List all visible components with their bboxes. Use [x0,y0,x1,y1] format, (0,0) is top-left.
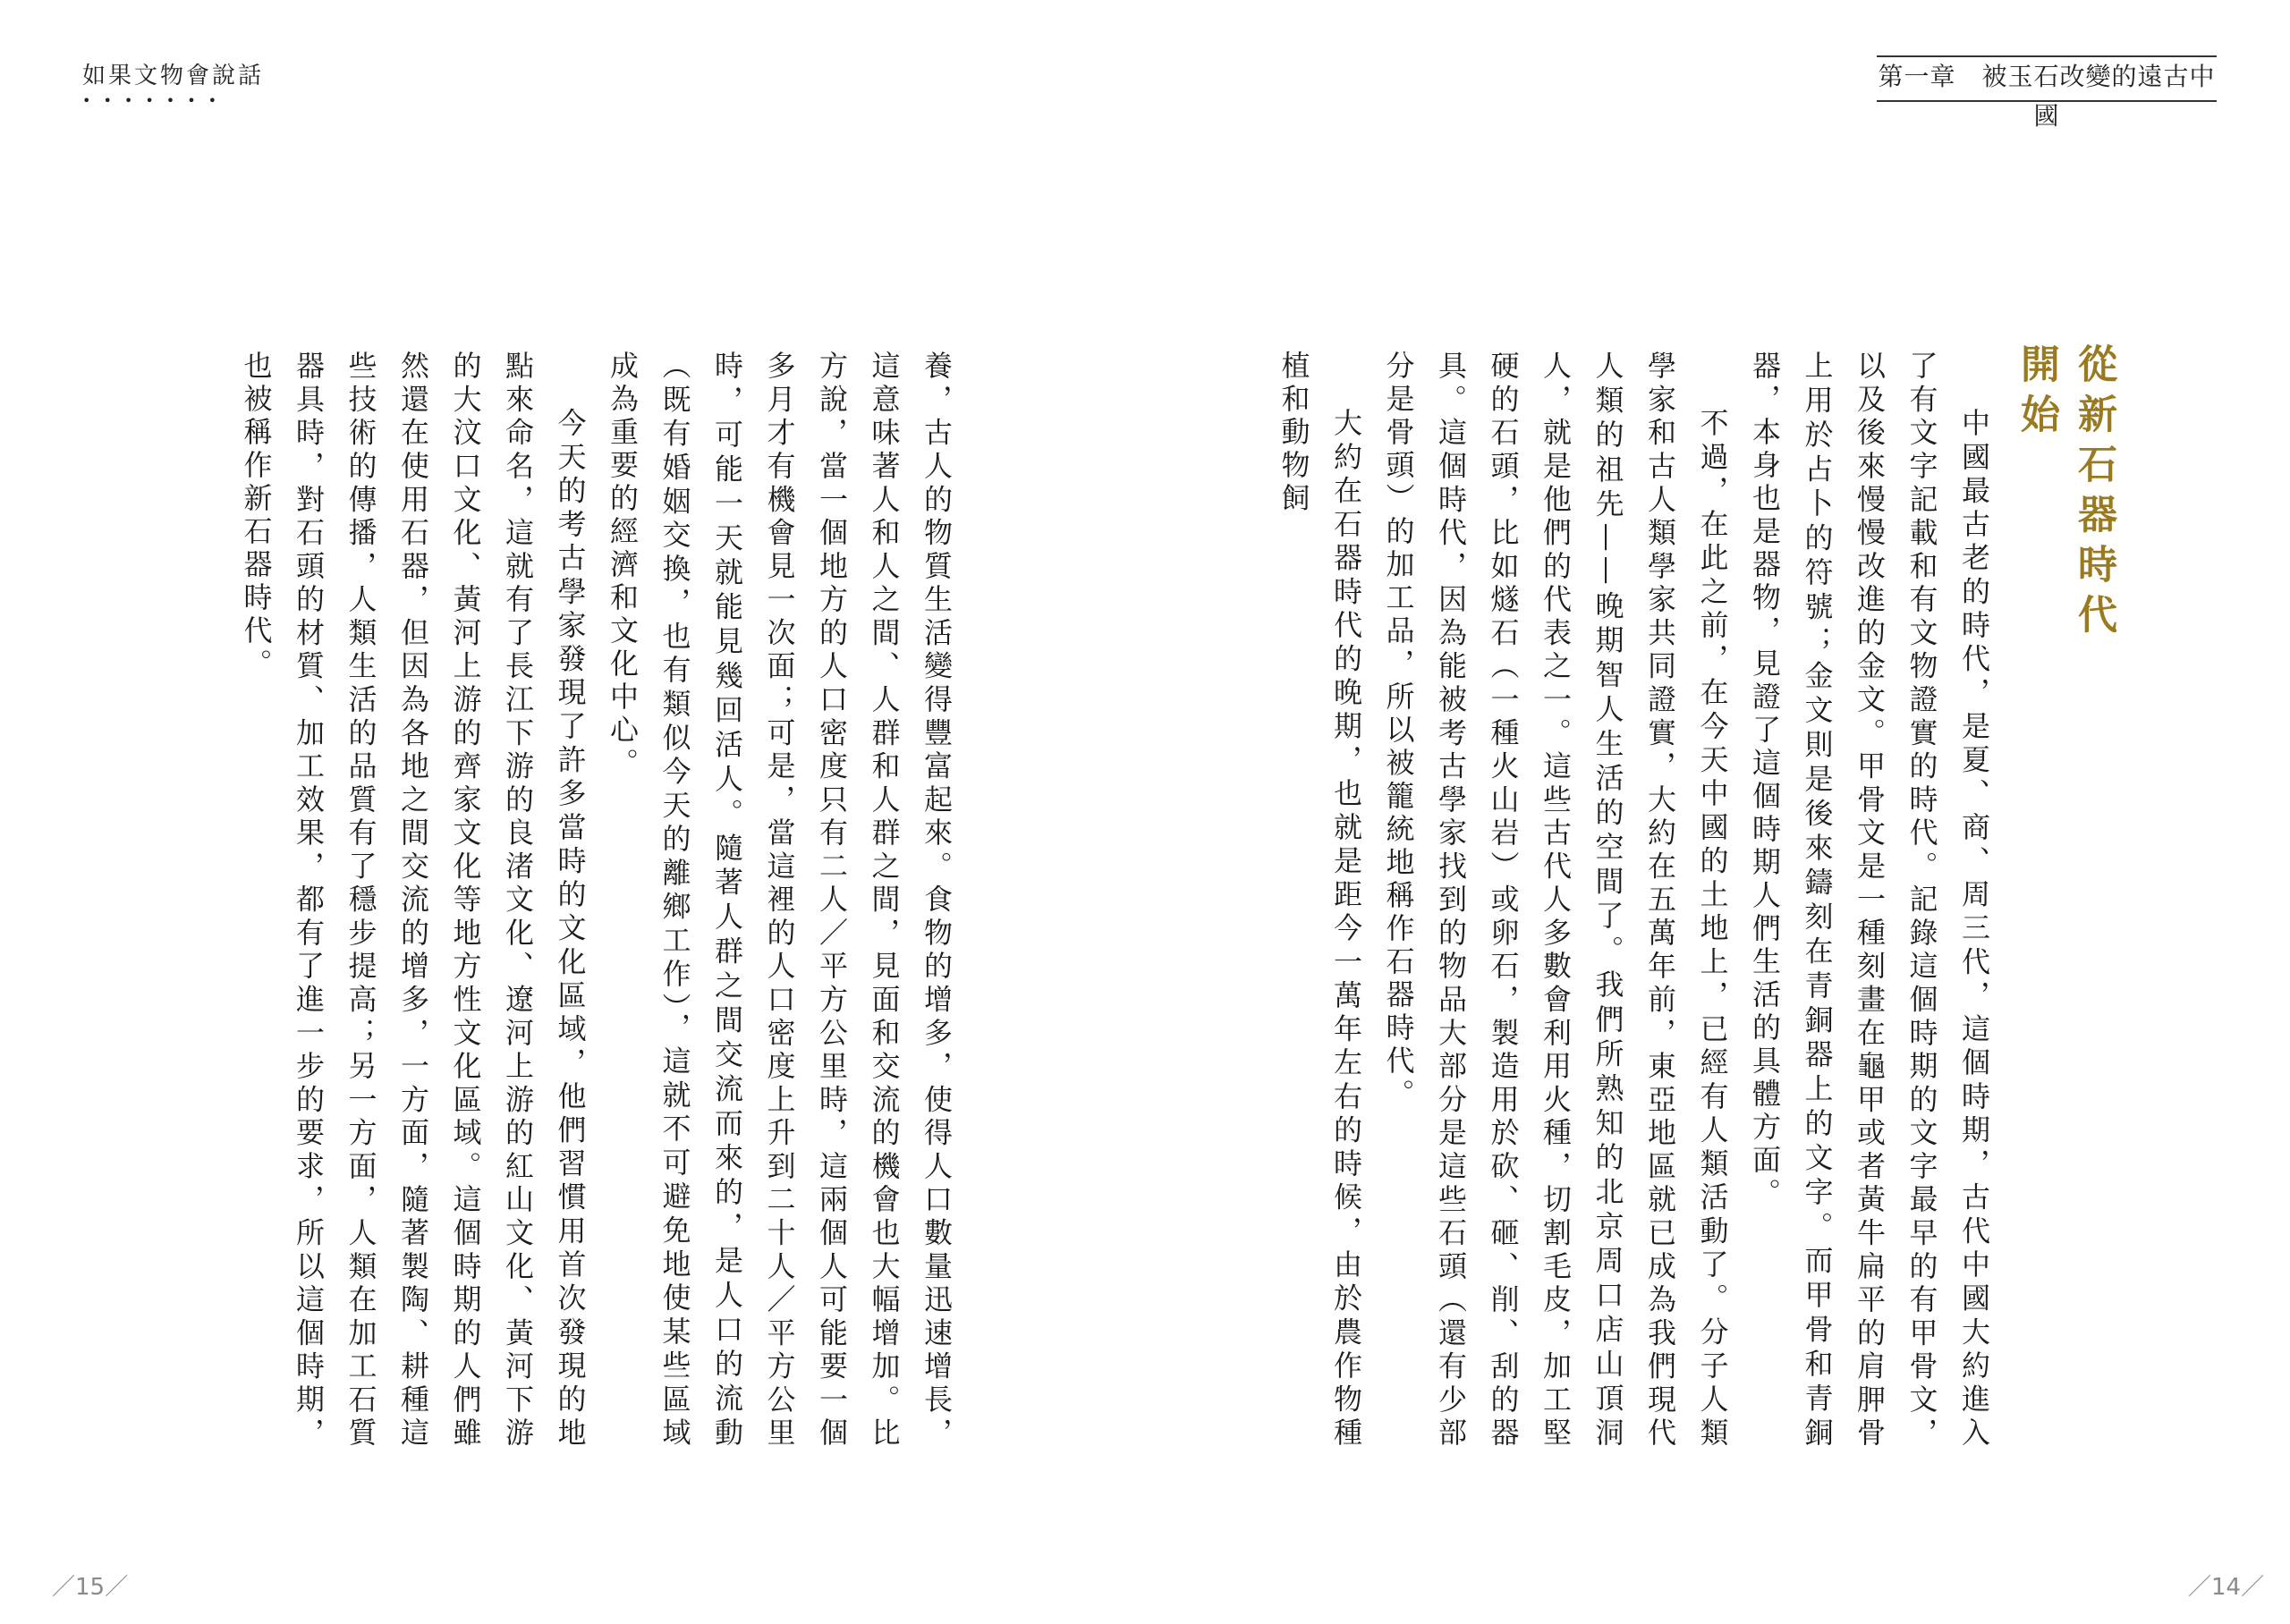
paragraph: 中國最古老的時代，是夏、商、周三代，這個時期，古代中國大約進入了有文字記載和有文物證實的時代。記錄這個時期的文字最早的有甲骨文，以及後來慢慢改進的金文。甲骨文是一種刻畫在龜甲或者黃牛扁平的肩胛骨上用於占卜的符號；金文則是後來鑄刻在青銅器上的文字。而甲骨和青銅器，本身也是器物，見證了這個時期人們生活的具體方面。 [1748,351,1991,1451]
title-dots-ornament: ••••••• [82,92,230,109]
paragraph: 今天的考古學家發現了許多當時的文化區域，他們習慣用首次發現的地點來命名，這就有了長江下游的良渚文化、遼河上游的紅山文化、黃河下游的大汶口文化、黃河上游的齊家文化等地方性文化區域。這個時期的人們雖然還在使用石器，但因為各地之間交流的增多，一方面，隨著製陶、耕種這些技術的傳播，人類生活的品質有了穩步提高；另一方面，人類在加工石質器具時，對石頭的材質、加工效果，都有了進一步的要求，所以這個時期，也被稱作新石器時代。 [239,351,588,1451]
section-heading: 從新石器時代開始 [2014,343,2116,644]
page-number-right: ／14／ [2188,1574,2265,1601]
left-page-body [239,351,963,1451]
running-head-left [82,57,315,111]
paragraph: 不過，在此之前，在今天中國的土地上，已經有人類活動了。分子人類學家和古人類學家共同證實，大約在五萬年前，東亞地區就已成為我們現代人類的祖先——晚期智人生活的空間了。我們所熟知的北京周口店山頂洞人，就是他們的代表之一。這些古代人多數會利用火種，切割毛皮，加工堅硬的石頭，比如燧石（一種火山岩）或卵石，製造用於砍、砸、削、刮的器具。這個時代，因為能被考古學家找到的物品大部分是這些石頭（還有少部分是骨頭）的加工品，所以被籠統地稱作石器時代。 [1381,351,1730,1451]
paragraph: 養，古人的物質生活變得豐富起來。食物的增多，使得人口數量迅速增長，這意味著人和人之間、人群和人群之間，見面和交流的機會也大幅增加。比方說，當一個地方的人口密度只有二人／平方公里時，這兩個人可能要一個多月才有機會見一次面；可是，當這裡的人口密度上升到二十人／平方公里時，可能一天就能見幾回活人。隨著人群之間交流而來的，是人口的流動（既有婚姻交換，也有類似今天的離鄉工作），這就不可避免地使某些區域成為重要的經濟和文化中心。 [606,351,954,1451]
book-title: 如果文物會說話 [82,63,265,89]
right-page-body [1276,351,2000,1451]
chapter-title: 第一章 被玉石改變的遠古中國 [1878,62,2216,131]
paragraph: 大約在石器時代的晚期，也就是距今一萬年左右的時候，由於農作物種植和動物飼 [1276,351,1363,1451]
page-number-left: ／15／ [52,1574,129,1601]
running-head-right [1877,55,2217,131]
